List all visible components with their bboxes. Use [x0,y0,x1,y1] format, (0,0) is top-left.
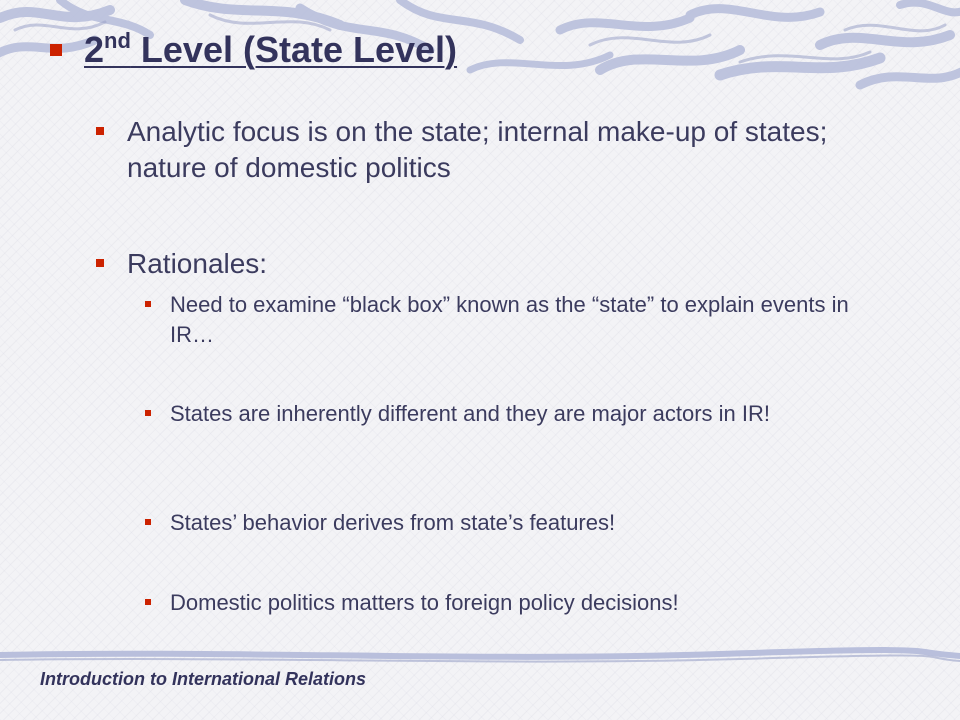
red-square-bullet-icon [145,410,151,416]
bullet-text: Analytic focus is on the state; internal make-up of states; nature of domestic politics [127,116,828,183]
sub-bullet-text: States are inherently different and they are major actors in IR! [170,401,771,426]
red-square-bullet-icon [96,127,104,135]
bullet-item [96,114,896,186]
bullet-item [96,246,896,282]
title-text: Level (State Level) [130,29,458,70]
footer-course-title: Introduction to International Relations [40,669,366,689]
red-square-bullet-icon [96,259,104,267]
slide-title [84,29,457,71]
sub-bullet-item [145,399,885,429]
title-row [50,22,457,78]
title-ordinal-suffix: nd [104,28,131,53]
red-square-bullet-icon [145,301,151,307]
sub-bullet-text: Need to examine “black box” known as the “state” to explain events in IR… [170,292,849,347]
sub-bullet-text: States’ behavior derives from state’s features! [170,510,616,535]
sub-bullet-item [145,290,885,350]
sub-bullet-text: Domestic politics matters to foreign policy decisions! [170,590,679,615]
sub-bullet-item [145,588,885,618]
red-square-bullet-icon [145,519,151,525]
sub-bullet-item [145,508,885,538]
red-square-bullet-icon [50,44,62,56]
title-number: 2 [84,29,105,70]
red-square-bullet-icon [145,599,151,605]
bullet-text: Rationales: [127,248,268,279]
